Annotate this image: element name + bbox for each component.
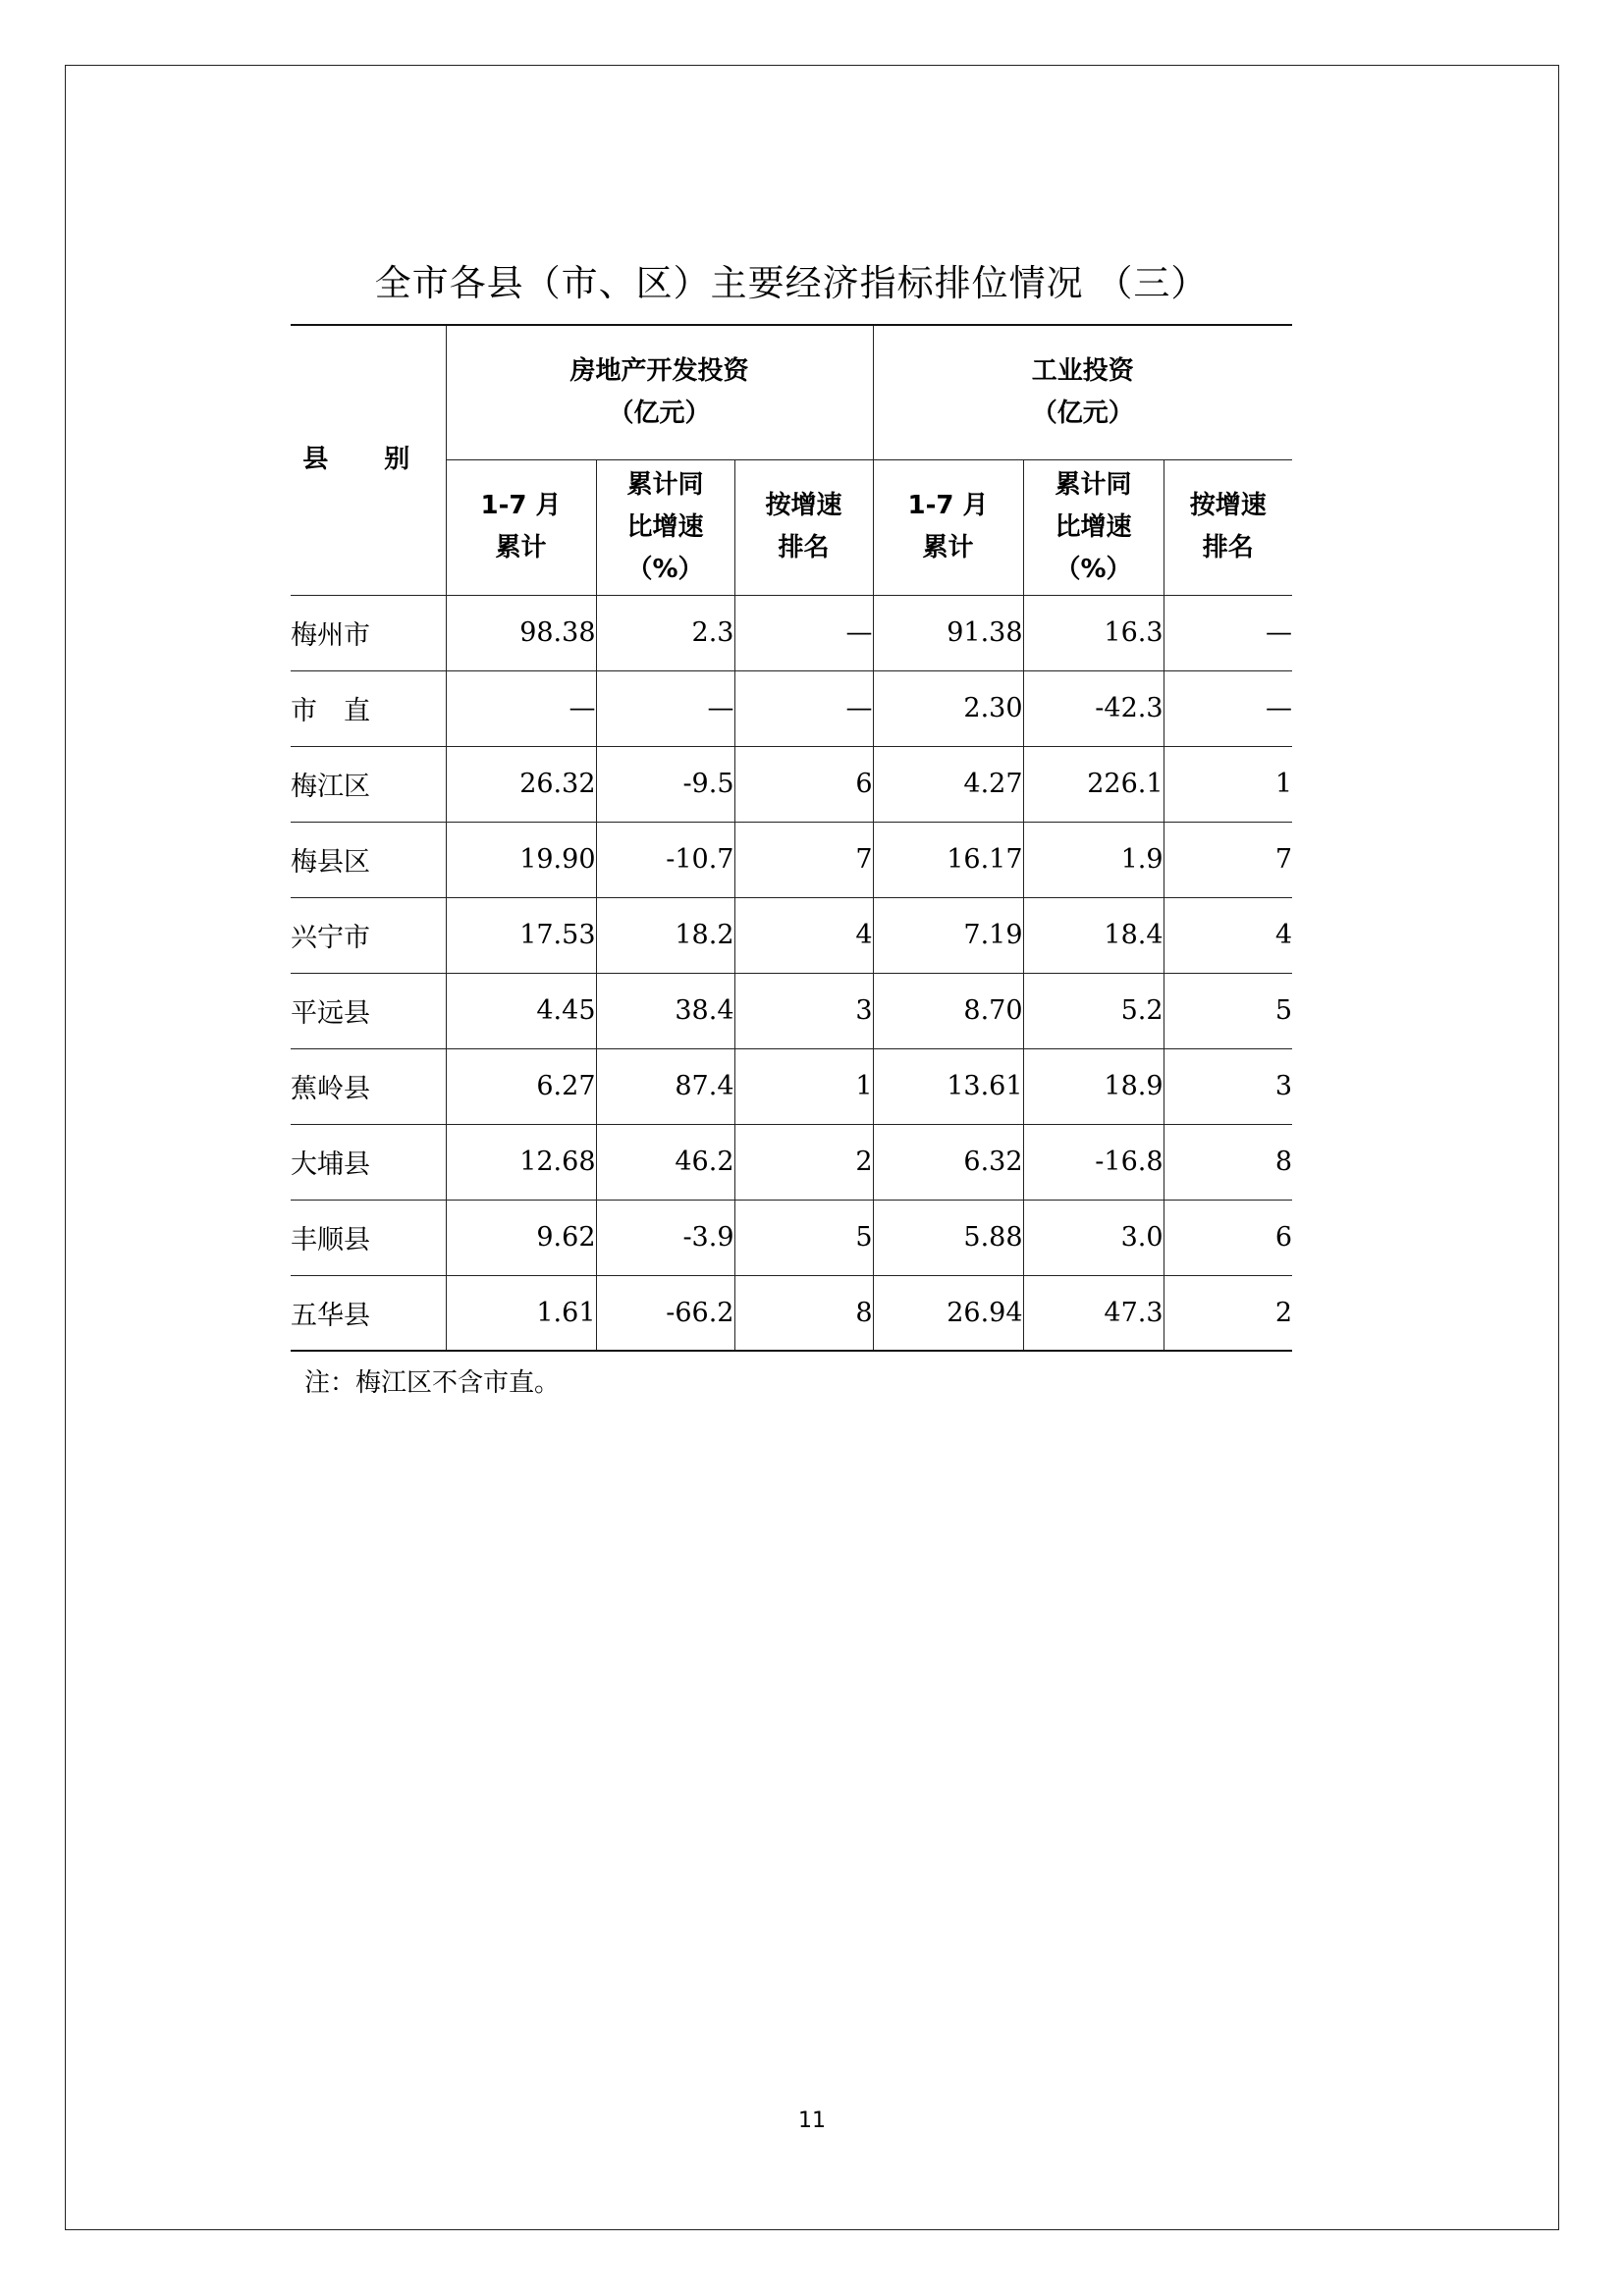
re-cumulative-value: 98.38 <box>446 595 596 670</box>
table-row <box>291 1275 1292 1351</box>
ind-cumulative-value: 26.94 <box>873 1275 1023 1351</box>
re-growth-value: -9.5 <box>596 746 734 822</box>
county-name: 蕉岭县 <box>291 1048 446 1124</box>
ind-rank-value: 7 <box>1164 822 1292 897</box>
re-cumulative-value: 17.53 <box>446 897 596 973</box>
ind-rank-value: 2 <box>1164 1275 1292 1351</box>
re-rank-value: 3 <box>734 973 873 1048</box>
industrial-group-header <box>873 325 1292 459</box>
county-name: 梅江区 <box>291 746 446 822</box>
ind-cumulative-value: 7.19 <box>873 897 1023 973</box>
re-growth-value: -66.2 <box>596 1275 734 1351</box>
re-growth-value: -10.7 <box>596 822 734 897</box>
county-name: 丰顺县 <box>291 1200 446 1275</box>
ind-rank-value: 1 <box>1164 746 1292 822</box>
ind-cumulative-value: 6.32 <box>873 1124 1023 1200</box>
economic-indicator-table <box>291 324 1292 1352</box>
re-growth-value: 38.4 <box>596 973 734 1048</box>
ind-growth-value: 5.2 <box>1023 973 1164 1048</box>
re-rank-value: 5 <box>734 1200 873 1275</box>
table-row <box>291 973 1292 1048</box>
re-rank-value: 1 <box>734 1048 873 1124</box>
re-cumulative-value: — <box>446 670 596 746</box>
re-cumulative-value: 1.61 <box>446 1275 596 1351</box>
re-growth-value: — <box>596 670 734 746</box>
table-row <box>291 822 1292 897</box>
table-row <box>291 1200 1292 1275</box>
re-cumulative-value: 4.45 <box>446 973 596 1048</box>
county-name: 兴宁市 <box>291 897 446 973</box>
re-rank-header: 按增速 排名 <box>734 459 873 595</box>
county-name: 五华县 <box>291 1275 446 1351</box>
ind-growth-value: 3.0 <box>1023 1200 1164 1275</box>
real-estate-title: 房地产开发投资 <box>569 355 749 386</box>
table-row <box>291 670 1292 746</box>
ind-rank-header: 按增速 排名 <box>1164 459 1292 595</box>
ind-growth-header: 累计同 比增速 （%） <box>1023 459 1164 595</box>
ind-cumulative-value: 13.61 <box>873 1048 1023 1124</box>
ind-rank-value: 5 <box>1164 973 1292 1048</box>
re-rank-value: 6 <box>734 746 873 822</box>
re-rank-value: 2 <box>734 1124 873 1200</box>
re-rank-value: 4 <box>734 897 873 973</box>
county-name: 平远县 <box>291 973 446 1048</box>
county-name: 梅县区 <box>291 822 446 897</box>
ind-growth-value: 226.1 <box>1023 746 1164 822</box>
ind-growth-value: 1.9 <box>1023 822 1164 897</box>
re-cumulative-header: 1-7 月 累计 <box>446 459 596 595</box>
re-rank-value: — <box>734 595 873 670</box>
re-growth-value: 2.3 <box>596 595 734 670</box>
re-growth-header: 累计同 比增速 （%） <box>596 459 734 595</box>
ind-rank-value: — <box>1164 670 1292 746</box>
ind-cumulative-value: 8.70 <box>873 973 1023 1048</box>
ind-cumulative-value: 91.38 <box>873 595 1023 670</box>
real-estate-group-header <box>446 325 873 459</box>
re-growth-value: 18.2 <box>596 897 734 973</box>
ind-rank-value: 3 <box>1164 1048 1292 1124</box>
county-column-header: 县 别 <box>291 325 446 595</box>
ind-growth-value: 18.9 <box>1023 1048 1164 1124</box>
re-cumulative-value: 19.90 <box>446 822 596 897</box>
re-cumulative-value: 6.27 <box>446 1048 596 1124</box>
county-name: 大埔县 <box>291 1124 446 1200</box>
re-cumulative-value: 26.32 <box>446 746 596 822</box>
ind-growth-value: 47.3 <box>1023 1275 1164 1351</box>
ind-growth-value: 16.3 <box>1023 595 1164 670</box>
ind-cumulative-value: 4.27 <box>873 746 1023 822</box>
re-rank-value: 7 <box>734 822 873 897</box>
county-name: 市 直 <box>291 670 446 746</box>
county-name: 梅州市 <box>291 595 446 670</box>
ind-cumulative-value: 5.88 <box>873 1200 1023 1275</box>
re-rank-value: 8 <box>734 1275 873 1351</box>
ind-growth-value: -42.3 <box>1023 670 1164 746</box>
table-row <box>291 1048 1292 1124</box>
ind-growth-value: 18.4 <box>1023 897 1164 973</box>
re-growth-value: 87.4 <box>596 1048 734 1124</box>
ind-cumulative-header: 1-7 月 累计 <box>873 459 1023 595</box>
table-row <box>291 1124 1292 1200</box>
re-rank-value: — <box>734 670 873 746</box>
page-title: 全市各县（市、区）主要经济指标排位情况 （三） <box>374 262 1209 304</box>
industrial-title: 工业投资 <box>1031 355 1134 386</box>
table-note: 注：梅江区不含市直。 <box>304 1368 561 1398</box>
ind-rank-value: 6 <box>1164 1200 1292 1275</box>
table-row <box>291 595 1292 670</box>
page-number: 11 <box>798 2109 826 2133</box>
ind-rank-value: 4 <box>1164 897 1292 973</box>
ind-rank-value: 8 <box>1164 1124 1292 1200</box>
industrial-unit: （亿元） <box>1031 398 1134 428</box>
ind-cumulative-value: 16.17 <box>873 822 1023 897</box>
re-growth-value: -3.9 <box>596 1200 734 1275</box>
re-cumulative-value: 9.62 <box>446 1200 596 1275</box>
ind-rank-value: — <box>1164 595 1292 670</box>
ind-growth-value: -16.8 <box>1023 1124 1164 1200</box>
re-growth-value: 46.2 <box>596 1124 734 1200</box>
table-row <box>291 897 1292 973</box>
real-estate-unit: （亿元） <box>608 398 711 428</box>
re-cumulative-value: 12.68 <box>446 1124 596 1200</box>
table-row <box>291 746 1292 822</box>
ind-cumulative-value: 2.30 <box>873 670 1023 746</box>
